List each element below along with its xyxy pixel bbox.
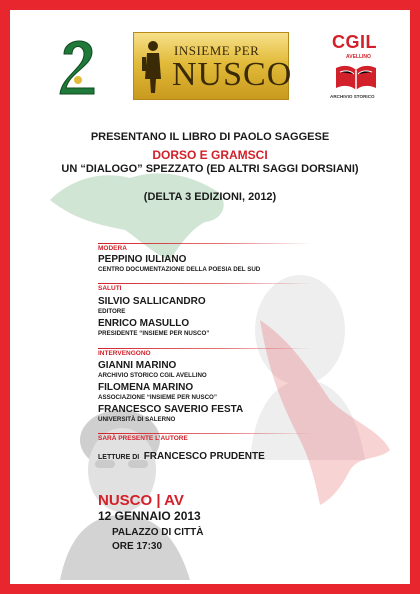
speaker-role: CENTRO DOCUMENTAZIONE DELLA POESIA DEL SUD [98, 266, 261, 273]
speaker-name: FILOMENA MARINO [98, 382, 194, 393]
poster [10, 10, 410, 584]
speaker-name: FRANCESCO SAVERIO FESTA [98, 404, 244, 415]
speaker-name: GIANNI MARINO [98, 360, 177, 371]
intervengono-label: INTERVENGONO [98, 350, 151, 357]
divider [98, 348, 312, 349]
event-venue: PALAZZO DI CITTÀ [112, 527, 204, 538]
intro-line: PRESENTANO IL LIBRO DI PAOLO SAGGESE [90, 131, 330, 143]
letture-name: FRANCESCO PRUDENTE [143, 451, 265, 462]
cgil-wordmark: CGIL [332, 32, 377, 52]
logo-tagline: INSIEME PER [174, 43, 260, 58]
italy-map-south-graphic [240, 310, 400, 510]
statue-icon [142, 39, 164, 95]
cgil-logo [326, 30, 388, 102]
book-title: DORSO E GRAMSCI [152, 148, 268, 162]
event-time: ORE 17:30 [112, 541, 163, 552]
speaker-role: ASSOCIAZIONE “INSIEME PER NUSCO” [98, 394, 217, 401]
letture-line [98, 446, 265, 464]
speaker-name: ENRICO MASULLO [98, 318, 190, 329]
speaker-role: UNIVERSITÀ DI SALERNO [98, 416, 176, 423]
event-place: NUSCO | AV [98, 492, 184, 509]
author-portrait-graphic [50, 400, 210, 580]
divider [98, 243, 312, 244]
letture-prefix: LETTURE DI [98, 454, 140, 461]
cgil-archive-label: ARCHIVIO STORICO [330, 94, 375, 99]
divider [98, 283, 312, 284]
insieme-per-nusco-logo [133, 32, 293, 100]
speaker-role: PRESIDENTE “INSIEME PER NUSCO” [98, 330, 210, 337]
book-subtitle: UN “DIALOGO” SPEZZATO (ED ALTRI SAGGI DORSIANI) [61, 163, 359, 175]
saluti-label: SALUTI [98, 285, 122, 292]
logo-wordmark: NUSCO [172, 56, 293, 93]
open-book-icon [334, 62, 378, 92]
nusco-emblem-logo [56, 32, 100, 96]
speaker-role: ARCHIVIO STORICO CGIL AVELLINO [98, 372, 207, 379]
modera-label: MODERA [98, 245, 127, 252]
book-edition: (DELTA 3 EDIZIONI, 2012) [143, 191, 277, 203]
event-date: 12 GENNAIO 2013 [98, 509, 201, 523]
autore-label: SARÀ PRESENTE L’AUTORE [98, 435, 188, 442]
divider [98, 433, 312, 434]
cgil-city: AVELLINO [346, 54, 371, 60]
speaker-name: PEPPINO IULIANO [98, 254, 187, 265]
speaker-role: EDITORE [98, 308, 126, 315]
speaker-name: SILVIO SALLICANDRO [98, 296, 206, 307]
